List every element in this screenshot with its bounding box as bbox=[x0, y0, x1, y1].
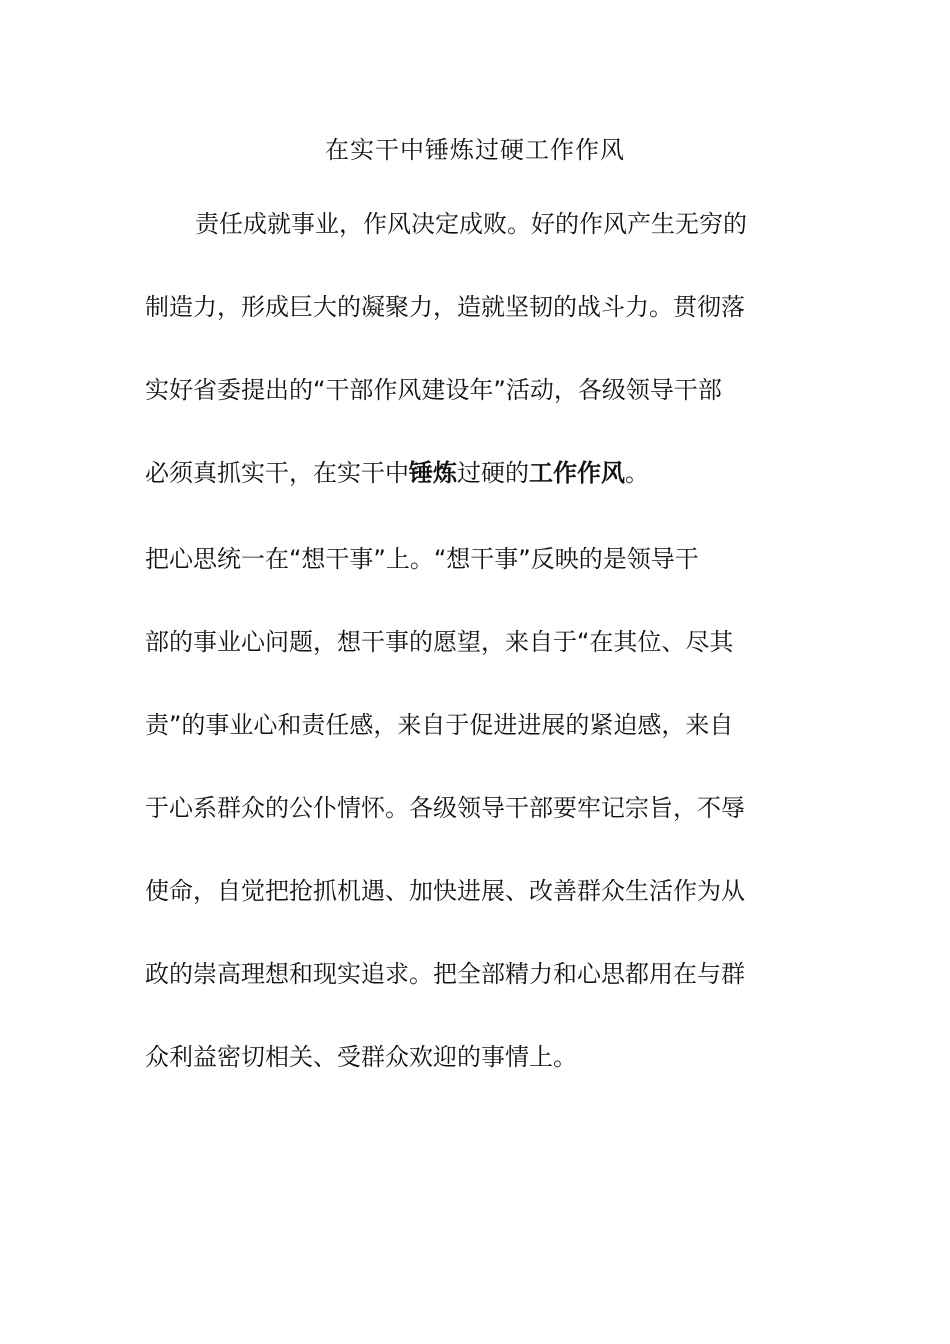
document-title: 在实干中锤炼过硬工作作风 bbox=[325, 136, 625, 164]
paragraph-line: 众利益密切相关、受群众欢迎的事情上。 bbox=[145, 1043, 577, 1071]
paragraph-line bbox=[145, 453, 805, 493]
bold-text-run: 工作作风 bbox=[529, 459, 625, 487]
paragraph-line: 责任成就事业，作风决定成败。好的作风产生无穷的 bbox=[195, 210, 747, 238]
text-run: 过硬的 bbox=[457, 459, 529, 487]
paragraph-line: 制造力，形成巨大的凝聚力，造就坚韧的战斗力。贯彻落 bbox=[145, 293, 745, 321]
text-run: 。 bbox=[625, 459, 649, 487]
paragraph-line: 使命，自觉把抢抓机遇、加快进展、改善群众生活作为从 bbox=[145, 877, 745, 905]
text-run: 必须真抓实干，在实干中 bbox=[145, 459, 409, 487]
paragraph-line: 政的崇高理想和现实追求。把全部精力和心思都用在与群 bbox=[145, 960, 745, 988]
paragraph-line: 责”的事业心和责任感，来自于促进进展的紧迫感，来自 bbox=[145, 711, 734, 739]
paragraph-line: 部的事业心问题，想干事的愿望，来自于“在其位、尽其 bbox=[145, 628, 734, 656]
paragraph-line: 实好省委提出的“干部作风建设年”活动，各级领导干部 bbox=[145, 376, 722, 404]
bold-text-run: 锤炼 bbox=[409, 459, 457, 487]
paragraph-line: 于心系群众的公仆情怀。各级领导干部要牢记宗旨，不辱 bbox=[145, 794, 745, 822]
paragraph-line: 把心思统一在“想干事”上。“想干事”反映的是领导干 bbox=[145, 545, 699, 573]
